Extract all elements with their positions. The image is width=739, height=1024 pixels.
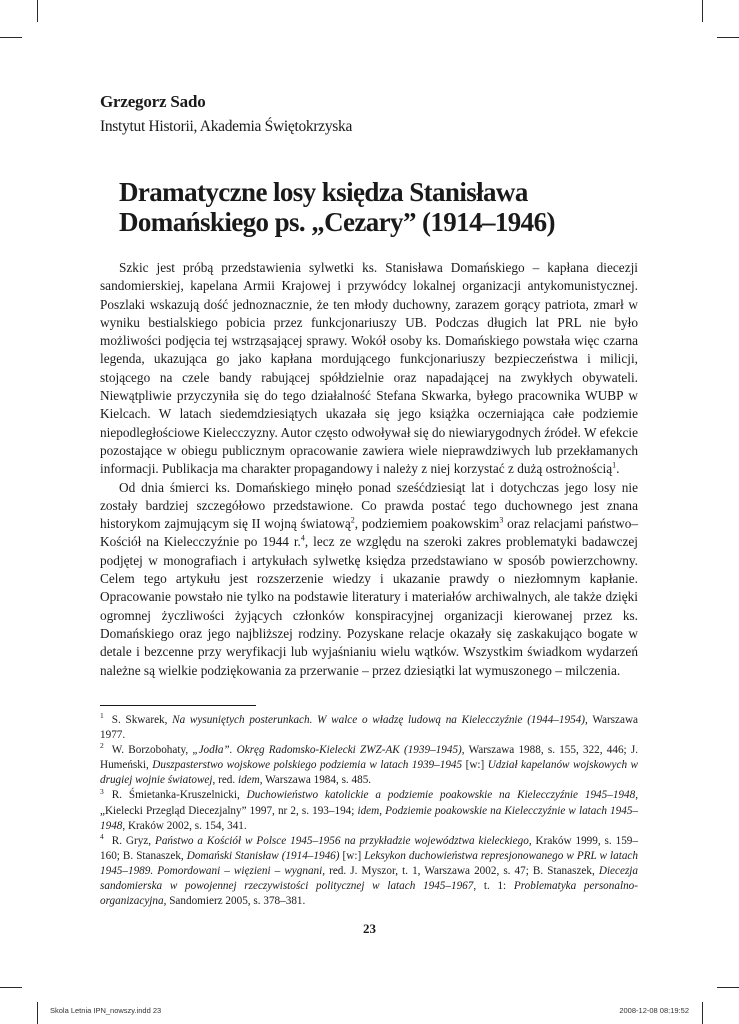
footnote-number: 4	[100, 832, 104, 842]
footnote	[100, 788, 638, 833]
crop-mark	[717, 987, 739, 988]
footnote-text: R. Śmietanka-Kruszelnicki,	[111, 789, 247, 802]
crop-mark	[37, 0, 38, 22]
print-slug-timestamp: 2008-12-08 08:19:52	[619, 1006, 689, 1015]
footnote-text: , Warszawa 1977.	[100, 714, 639, 742]
footnote-title: „Jodła”. Okręg Radomsko-Kielecki ZWZ-AK (1939–1945)	[192, 744, 462, 757]
paragraph-text: oraz relacjami państwo–Kościół na Kielecczyźnie po 1944 r.	[100, 516, 638, 550]
paragraph: Szkic jest próbą przedstawienia sylwetki ks. Stanisława Domańskiego – kapłana diecezji sandomierskiej, kapelana Armii Krajowej i przywódcy lokalnej organizacji antykomunistycznej. Poszlaki wskazują dość jednoznacznie, że ten młody duchowny, zarazem gorący patriota, zmarł w wyniku bestialskiego pobicia przez funkcjonariuszy UB. Podczas długich lat PRL nie było możliwości podjęcia tej wstrząsającej sprawy. Wokół osoby ks. Domańskiego powstała więc czarna legenda, ukazująca go jako kapłana mordującego funkcjonariuszy bezpieczeństwa i milicji, stojącego na czele bandy rabującej spółdzielnie oraz napadającej na zwykłych obywateli. Niewątpliwie przyczyniła się do tego działalność Stefana Skwarka, byłego pracownika WUBP w Kielcach. W latach siedemdziesiątych ukazała się jego książka oczerniająca całe podziemie niepodległościowe Kielecczyzny. Autor często odwoływał się do niewiarygodnych źródeł. W efekcie pozostające w obiegu publicznym opracowanie zawiera wiele nieprawdziwych lub przekłamanych informacji. Publikacja ma charakter propagandowy i należy z niej korzystać z dużą ostrożnością$^1$.	[100, 260, 638, 477]
footnote	[100, 713, 638, 743]
footnote-text: , Sandomierz 2005, s. 378–381.	[163, 895, 306, 908]
footnote-text: , red.	[212, 774, 238, 787]
footnote-text: W. Borzobohaty,	[111, 744, 193, 757]
footnote-text: , Warszawa 1984, s. 485.	[259, 774, 372, 787]
footnote-title: Leksykon duchowieństwa represjonowanego w PRL w latach 1945–1989. Pomordowani – więzieni – wygnani	[100, 849, 638, 877]
footnote-number: 1	[100, 711, 104, 721]
footnote-ref: 1	[612, 460, 617, 470]
footnote-number: 2	[100, 741, 104, 751]
footnote-text: [w:]	[339, 849, 365, 862]
footnote-title: idem	[357, 804, 380, 817]
footnote-text: [w:]	[462, 759, 488, 772]
footnote-text: , red. J. Myszor, t. 1, Warszawa 2002, s. 47; B. Stanaszek,	[322, 864, 599, 877]
footnote-ref: 4	[300, 534, 305, 544]
author-name: Grzegorz Sado	[100, 92, 206, 111]
footnote-text: , t. 1:	[473, 880, 514, 893]
crop-mark	[702, 1002, 703, 1024]
footnote-text: , Kraków 2002, s. 154, 341.	[122, 819, 247, 832]
crop-mark	[0, 987, 22, 988]
footnote-title: Duchowieństwo katolickie a podziemie poakowskie na Kielecczyźnie 1945–1948	[246, 789, 636, 802]
article-body	[100, 259, 638, 680]
paragraph-text: , lecz ze względu na szeroki zakres problematyki badawczej podjętej w monografiach i artykułach sylwetkę księdza przedstawiano w sposób powierzchowny. Celem tego artykułu jest rozszerzenie wiedzy i ukazanie prawdy o niezłomnym kapłanie. Opracowanie powstało nie tylko na podstawie literatury i materiałów archiwalnych, ale także dzięki ogromnej życzliwości żyjących członków konspiracyjnej organizacji kierowanej przez ks. Domańskiego oraz jego najbliższej rodziny. Pozyskane relacje okazały się zaskakująco bogate w detale i bezcenne przy weryfikacji lub wyjaśnianiu wielu wątków. Wszystkim świadkom wydarzeń należne są wielkie podziękowania za przerwanie – przez dziesiątki lat wymuszonego – milczenia.	[100, 534, 638, 678]
author-affiliation: Instytut Historii, Akademia Świętokrzyska	[100, 118, 353, 135]
footnote-title: Problematyka personalno-organizacyjna	[100, 880, 638, 908]
footnote-text: , „Kielecki Przegląd Diecezjalny” 1997, nr 2, s. 193–194;	[100, 789, 638, 817]
footnote	[100, 743, 638, 788]
footnote-text: ,	[379, 804, 386, 817]
paragraph-text: Od dnia śmierci ks. Domańskiego minęło ponad sześćdziesiąt lat i dotychczas jego losy nie zostały bardziej szczegółowo przedstawione. Co prawda postać tego duchownego jest znana historykom zajmującym się II wojną światową	[100, 479, 638, 532]
footnote-title: idem	[237, 774, 260, 787]
crop-mark	[37, 1002, 38, 1024]
footnote-ref: 2	[350, 515, 355, 525]
footnote-text: S. Skwarek,	[111, 714, 173, 726]
footnote-title: Udział kapelanów wojskowych w drugiej wojnie światowej	[100, 759, 638, 787]
title-line: Dramatyczne losy księdza Stanisława	[119, 177, 528, 207]
footnote-separator	[100, 705, 256, 706]
paragraph-text: Szkic jest próbą przedstawienia sylwetki ks. Stanisława Domańskiego – kapłana diecezji sandomierskiej, kapelana Armii Krajowej i przywódcy lokalnej organizacji antykomunistycznej. Poszlaki wskazują dość jednoznacznie, że ten młody duchowny, zarazem gorący patriota, zmarł w wyniku bestialskiego pobicia przez funkcjonariuszy UB. Podczas długich lat PRL nie było możliwości podjęcia tej wstrząsającej sprawy. Wokół osoby ks. Domańskiego powstała więc czarna legenda, ukazująca go jako kapłana mordującego funkcjonariuszy bezpieczeństwa i milicji, stojącego na czele bandy rabującej spółdzielnie oraz napadającej na zwykłych obywateli. Niewątpliwie przyczyniła się do tego działalność Stefana Skwarka, byłego pracownika WUBP w Kielcach. W latach siedemdziesiątych ukazała się jego książka oczerniająca całe podziemie niepodległościowe Kielecczyzny. Autor często odwoływał się do niewiarygodnych źródeł. W efekcie pozostające w obiegu publicznym opracowanie zawiera wiele nieprawdziwych lub przekłamanych informacji. Publikacja ma charakter propagandowy i należy z niej korzystać z dużą ostrożnością	[100, 260, 638, 477]
page-number: 23	[363, 921, 376, 936]
footnote-text: , Kraków 1999, s. 159–160; B. Stanaszek,	[100, 834, 638, 862]
footnote-number: 3	[100, 786, 104, 796]
footnote-title: Podziemie poakowskie na Kielecczyźnie w latach 1945–1948	[100, 804, 639, 832]
crop-mark	[717, 37, 739, 38]
title-line: Domańskiego ps. „Cezary” (1914–1946)	[119, 207, 555, 237]
paragraph-text: , podziemiem poakowskim	[354, 516, 500, 532]
paragraph	[100, 479, 638, 680]
print-slug-filename: Skola Letnia IPN_nowszy.indd 23	[50, 1006, 162, 1015]
footnote-title: Duszpasterstwo wojskowe polskiego podziemia w latach 1939–1945	[152, 759, 463, 772]
footnote-text: R. Gryz,	[111, 834, 155, 847]
footnote-title: Domański Stanisław (1914–1946)	[186, 849, 340, 862]
footnote-title: Diecezja sandomierska w powojennej rzeczywistości politycznej w latach 1945–1967	[100, 864, 638, 893]
footnote-text: , Warszawa 1988, s. 155, 322, 446; J. Humeński,	[100, 744, 638, 772]
footnote-ref: 3	[499, 515, 504, 525]
crop-mark	[0, 37, 22, 38]
crop-mark	[702, 0, 703, 22]
footnotes	[100, 713, 638, 909]
footnote-title: Państwo a Kościół w Polsce 1945–1956 na przykładzie województwa kieleckiego	[154, 834, 529, 847]
footnote	[100, 834, 638, 909]
article-title	[119, 177, 639, 237]
footnote-title: Na wysuniętych posterunkach. W walce o władzę ludową na Kielecczyźnie (1944–1954)	[172, 714, 586, 726]
